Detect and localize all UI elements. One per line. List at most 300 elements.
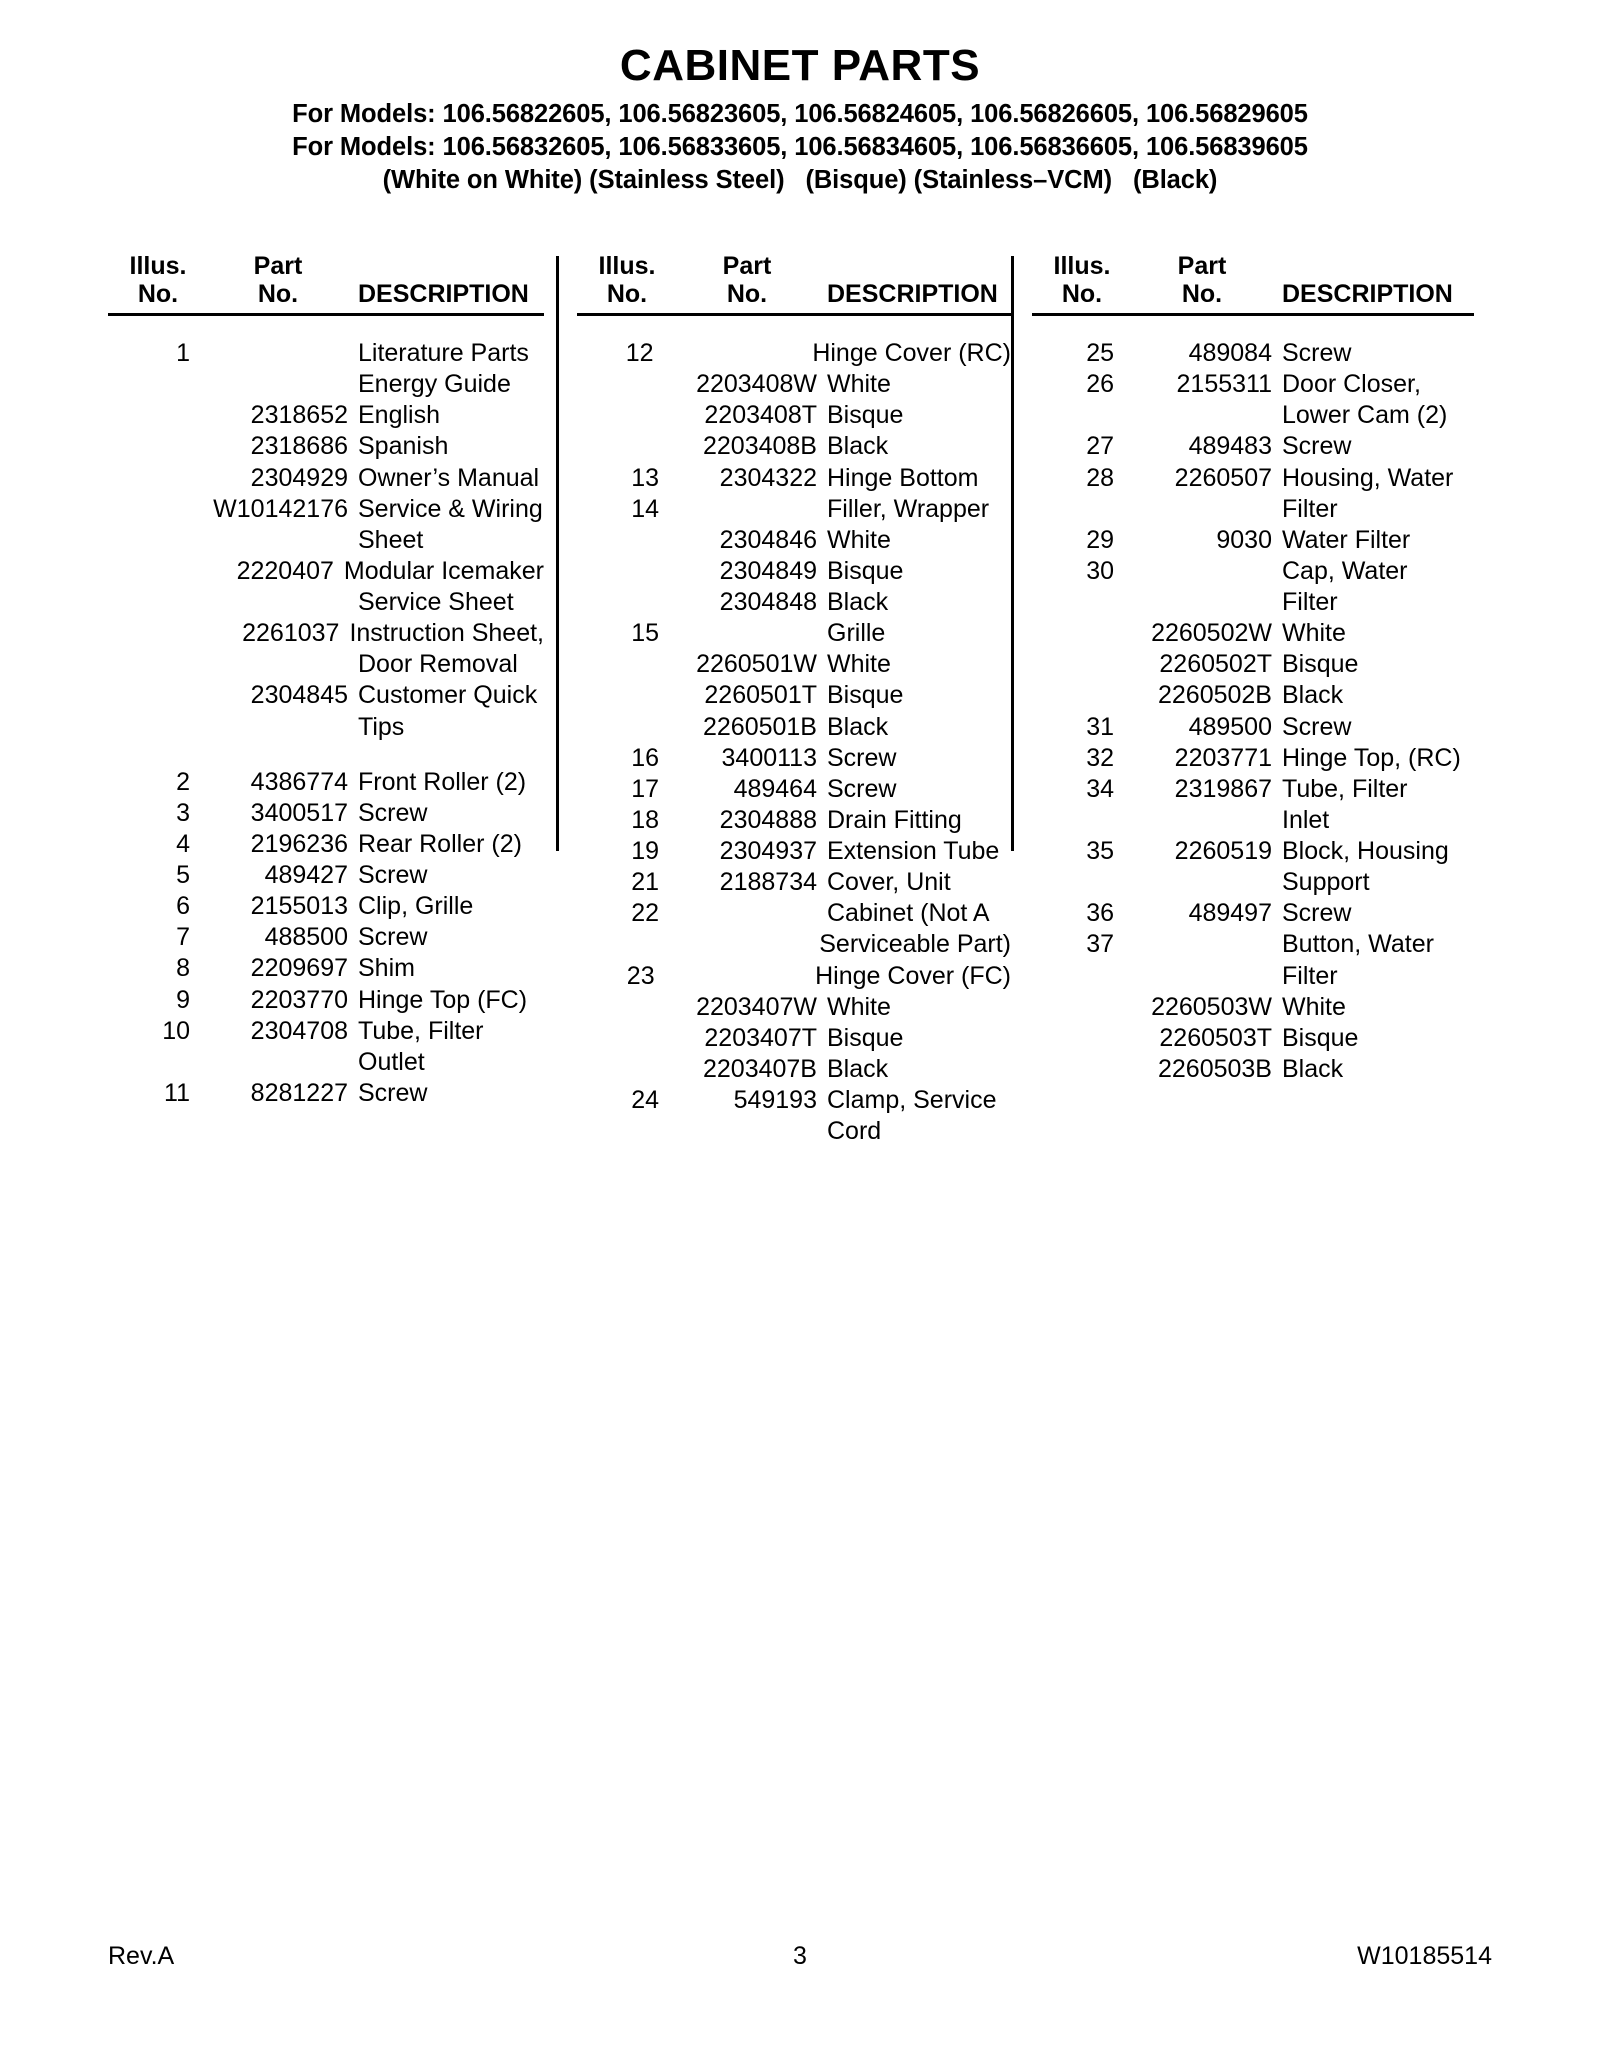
cell-illus-no: 32 bbox=[1086, 743, 1114, 772]
header-part-line2: No. bbox=[726, 280, 768, 308]
cell-part-no: 489464 bbox=[733, 774, 817, 803]
parts-rows-1 bbox=[108, 338, 544, 1109]
cell-part-no: 2260503W bbox=[1151, 992, 1272, 1021]
header-part-line2: No. bbox=[1181, 280, 1223, 308]
cell-part-no: 488500 bbox=[264, 923, 348, 952]
cell-part-no: 8281227 bbox=[250, 1078, 348, 1107]
cell-illus-no: 22 bbox=[631, 899, 659, 928]
table-row bbox=[577, 463, 1011, 494]
cell-description: White bbox=[827, 525, 891, 554]
cell-illus-no bbox=[577, 587, 677, 618]
table-row-spacer bbox=[108, 743, 544, 767]
cell-illus-no: 19 bbox=[631, 837, 659, 865]
table-row bbox=[577, 961, 1011, 992]
cell-illus-no: 29 bbox=[1086, 525, 1114, 554]
cell-description: Bisque bbox=[1282, 650, 1359, 679]
cell-part-no: 2304929 bbox=[250, 463, 348, 492]
cell-part-no bbox=[1132, 587, 1272, 618]
table-row bbox=[1032, 898, 1474, 929]
cell-description: Screw bbox=[358, 861, 428, 889]
cell-part-no: 2203407W bbox=[696, 992, 817, 1021]
cell-description: White bbox=[827, 650, 891, 679]
cell-illus-no: 23 bbox=[626, 961, 655, 990]
cell-illus-no: 15 bbox=[631, 619, 659, 648]
cell-part-no: 2209697 bbox=[250, 954, 348, 983]
cell-part-no: 2260502T bbox=[1159, 650, 1272, 679]
cell-description: Screw bbox=[1282, 432, 1352, 461]
cell-part-no bbox=[1132, 867, 1272, 898]
header-description: DESCRIPTION bbox=[827, 280, 998, 308]
page-title: CABINET PARTS bbox=[619, 41, 981, 90]
column-header-2 bbox=[577, 252, 1011, 316]
table-row bbox=[577, 400, 1011, 431]
table-row bbox=[1032, 618, 1474, 649]
cell-illus-no bbox=[108, 369, 208, 400]
table-row bbox=[1032, 338, 1474, 369]
finish-stainless-vcm: (Stainless–VCM) bbox=[913, 166, 1112, 195]
parts-column-2 bbox=[559, 252, 1011, 1147]
cell-description: White bbox=[827, 370, 891, 399]
cell-description: Filter bbox=[1282, 494, 1338, 523]
cell-illus-no bbox=[108, 556, 203, 587]
cell-part-no: 2318686 bbox=[250, 432, 348, 461]
cell-part-no: 2260519 bbox=[1174, 837, 1272, 865]
cell-description: Screw bbox=[1282, 339, 1352, 367]
cell-description: Hinge Bottom bbox=[827, 463, 979, 492]
cell-description: Serviceable Part) bbox=[819, 930, 1011, 959]
cell-description: White bbox=[1282, 619, 1346, 648]
cell-part-no bbox=[208, 369, 348, 400]
cell-illus-no bbox=[1032, 961, 1132, 992]
table-row bbox=[108, 587, 544, 618]
table-row bbox=[108, 338, 544, 369]
header-rule bbox=[577, 313, 1011, 316]
cell-illus-no bbox=[577, 680, 677, 711]
cell-description: Tube, Filter bbox=[358, 1016, 484, 1045]
cell-description: Black bbox=[827, 1054, 889, 1083]
cell-description: Hinge Cover (FC) bbox=[815, 961, 1011, 990]
table-row bbox=[1032, 961, 1474, 992]
cell-part-no: 3400113 bbox=[721, 743, 817, 772]
table-row bbox=[1032, 1023, 1474, 1054]
column-header-1 bbox=[108, 252, 544, 316]
cell-illus-no: 8 bbox=[176, 954, 190, 983]
table-row bbox=[577, 1023, 1011, 1054]
page-number: 3 bbox=[793, 1942, 807, 1970]
cell-part-no bbox=[208, 712, 348, 743]
cell-description: Hinge Top (FC) bbox=[358, 985, 528, 1014]
table-row bbox=[577, 494, 1011, 525]
cell-illus-no bbox=[108, 400, 208, 431]
document-header bbox=[0, 0, 1600, 195]
cell-part-no: 2188734 bbox=[719, 868, 817, 897]
cell-description: Extension Tube bbox=[827, 837, 1000, 865]
cell-part-no: W10142176 bbox=[213, 494, 348, 523]
cell-part-no bbox=[1132, 929, 1272, 960]
cell-part-no: 2220407 bbox=[236, 556, 334, 585]
header-part-line1: Part bbox=[253, 252, 303, 280]
table-row bbox=[108, 1016, 544, 1047]
cell-part-no bbox=[1132, 556, 1272, 587]
document-number: W10185514 bbox=[1357, 1942, 1492, 1970]
cell-illus-no: 12 bbox=[625, 339, 654, 367]
table-row bbox=[108, 618, 544, 649]
cell-illus-no bbox=[108, 431, 208, 462]
cell-illus-no: 4 bbox=[176, 829, 190, 858]
table-row bbox=[1032, 1054, 1474, 1085]
cell-description: Bisque bbox=[827, 556, 904, 585]
cell-description: Black bbox=[1282, 681, 1344, 710]
cell-illus-no bbox=[1032, 618, 1132, 649]
cell-part-no bbox=[672, 338, 803, 369]
table-row bbox=[577, 556, 1011, 587]
cell-description: Clip, Grille bbox=[358, 892, 474, 921]
cell-part-no: 2260501T bbox=[704, 681, 817, 710]
cell-part-no: 2155013 bbox=[250, 892, 348, 921]
cell-illus-no: 14 bbox=[631, 494, 659, 523]
header-part-line2: No. bbox=[257, 280, 299, 308]
cell-illus-no: 18 bbox=[631, 805, 659, 834]
cell-description: Screw bbox=[358, 923, 428, 952]
header-description: DESCRIPTION bbox=[358, 280, 529, 308]
cell-part-no: 2304849 bbox=[719, 556, 817, 585]
cell-part-no bbox=[208, 587, 348, 618]
cell-illus-no bbox=[1032, 494, 1132, 525]
cell-description: Drain Fitting bbox=[827, 805, 962, 834]
parts-column-1 bbox=[108, 252, 556, 1109]
cell-part-no: 2260502B bbox=[1157, 681, 1272, 710]
cell-description: Cabinet (Not A bbox=[827, 899, 990, 928]
table-row bbox=[577, 1054, 1011, 1085]
cell-illus-no bbox=[577, 556, 677, 587]
parts-rows-2 bbox=[577, 338, 1011, 1147]
finish-stainless-steel: (Stainless Steel) bbox=[589, 166, 785, 195]
table-row bbox=[108, 369, 544, 400]
cell-description: White bbox=[1282, 992, 1346, 1021]
cell-part-no: 2304322 bbox=[719, 463, 817, 492]
table-row bbox=[1032, 431, 1474, 462]
cell-illus-no bbox=[577, 712, 677, 743]
cell-part-no bbox=[1132, 961, 1272, 992]
table-row bbox=[1032, 400, 1474, 431]
cell-illus-no: 9 bbox=[176, 985, 190, 1014]
cell-illus-no: 21 bbox=[631, 868, 659, 897]
table-row bbox=[1032, 649, 1474, 680]
cell-part-no: 2260501B bbox=[702, 712, 817, 741]
cell-description: Cord bbox=[827, 1117, 882, 1146]
cell-illus-no bbox=[577, 1116, 677, 1147]
table-row bbox=[108, 829, 544, 860]
cell-description: Filter bbox=[1282, 588, 1338, 616]
table-row bbox=[108, 649, 544, 680]
cell-part-no: 2260503T bbox=[1159, 1023, 1272, 1052]
cell-description: Black bbox=[827, 588, 889, 616]
table-row bbox=[1032, 836, 1474, 867]
table-row bbox=[1032, 463, 1474, 494]
cell-illus-no bbox=[108, 587, 208, 618]
header-rule bbox=[108, 313, 544, 316]
cell-description: Grille bbox=[827, 619, 886, 648]
cell-part-no bbox=[677, 898, 817, 929]
cell-illus-no: 1 bbox=[176, 339, 190, 367]
header-description: DESCRIPTION bbox=[1282, 280, 1453, 308]
cell-description: Sheet bbox=[358, 525, 424, 554]
cell-description: Literature Parts bbox=[358, 339, 529, 367]
table-row bbox=[1032, 992, 1474, 1023]
cell-illus-no bbox=[1032, 400, 1132, 431]
cell-illus-no bbox=[577, 649, 677, 680]
cell-illus-no: 6 bbox=[176, 892, 190, 921]
cell-part-no: 489497 bbox=[1188, 899, 1272, 928]
cell-illus-no bbox=[1032, 1023, 1132, 1054]
table-row bbox=[577, 1085, 1011, 1116]
cell-illus-no bbox=[577, 1023, 677, 1054]
cell-illus-no: 16 bbox=[631, 743, 659, 772]
header-part-line1: Part bbox=[722, 252, 772, 280]
cell-part-no: 3400517 bbox=[250, 798, 348, 827]
table-row bbox=[577, 743, 1011, 774]
table-row bbox=[1032, 556, 1474, 587]
cell-description: Black bbox=[827, 712, 889, 741]
cell-part-no: 2304845 bbox=[250, 681, 348, 710]
header-illus-line1: Illus. bbox=[1053, 252, 1111, 280]
table-row bbox=[108, 400, 544, 431]
cell-part-no: 2203770 bbox=[250, 985, 348, 1014]
table-row bbox=[108, 860, 544, 891]
cell-part-no: 2203407B bbox=[702, 1054, 817, 1083]
cell-illus-no: 2 bbox=[176, 767, 190, 796]
table-row bbox=[108, 922, 544, 953]
cell-illus-no: 13 bbox=[631, 463, 659, 492]
cell-illus-no bbox=[108, 680, 208, 711]
cell-part-no: 2260507 bbox=[1174, 463, 1272, 492]
cell-part-no: 2304708 bbox=[250, 1016, 348, 1045]
cell-illus-no: 31 bbox=[1086, 712, 1114, 741]
table-row bbox=[108, 494, 544, 525]
cell-illus-no bbox=[108, 463, 208, 494]
cell-description: Spanish bbox=[358, 432, 449, 461]
cell-illus-no bbox=[577, 431, 677, 462]
cell-description: Button, Water bbox=[1282, 930, 1434, 959]
cell-part-no bbox=[208, 338, 348, 369]
cell-part-no: 2304937 bbox=[719, 837, 817, 865]
table-row bbox=[108, 767, 544, 798]
cell-illus-no: 35 bbox=[1086, 837, 1114, 865]
cell-description: Filler, Wrapper bbox=[827, 494, 990, 523]
cell-part-no: 2196236 bbox=[250, 829, 348, 858]
table-row bbox=[577, 836, 1011, 867]
table-row bbox=[1032, 867, 1474, 898]
cell-illus-no bbox=[1032, 1054, 1132, 1085]
cell-part-no: 2304848 bbox=[719, 588, 817, 616]
cell-description: Cap, Water bbox=[1282, 556, 1408, 585]
table-row bbox=[1032, 712, 1474, 743]
table-row bbox=[577, 618, 1011, 649]
cell-illus-no bbox=[577, 992, 677, 1023]
revision-label: Rev.A bbox=[108, 1942, 175, 1970]
cell-description: Modular Icemaker bbox=[343, 556, 544, 585]
cell-description: Housing, Water bbox=[1282, 463, 1454, 492]
header-illus-line1: Illus. bbox=[598, 252, 656, 280]
table-row bbox=[577, 898, 1011, 929]
cell-part-no bbox=[677, 1116, 817, 1147]
cell-part-no: 489483 bbox=[1188, 432, 1272, 461]
table-row bbox=[577, 867, 1011, 898]
table-row bbox=[108, 798, 544, 829]
table-row bbox=[108, 953, 544, 984]
cell-description: Lower Cam (2) bbox=[1282, 401, 1448, 430]
table-row bbox=[577, 431, 1011, 462]
table-row bbox=[577, 1116, 1011, 1147]
cell-illus-no: 36 bbox=[1086, 899, 1114, 928]
cell-description: Outlet bbox=[358, 1047, 425, 1076]
cell-part-no: 2304846 bbox=[719, 525, 817, 554]
cell-description: Hinge Top, (RC) bbox=[1282, 743, 1461, 772]
cell-description: Energy Guide bbox=[358, 370, 511, 399]
table-row bbox=[577, 525, 1011, 556]
table-row bbox=[108, 712, 544, 743]
cell-illus-no: 25 bbox=[1086, 339, 1114, 367]
table-row bbox=[108, 463, 544, 494]
cell-part-no bbox=[673, 961, 806, 992]
cell-part-no: 4386774 bbox=[250, 767, 348, 796]
cell-part-no: 489500 bbox=[1188, 712, 1272, 741]
table-row bbox=[1032, 494, 1474, 525]
cell-description: Bisque bbox=[827, 401, 904, 430]
table-row bbox=[108, 1047, 544, 1078]
header-rule bbox=[1032, 313, 1474, 316]
table-row bbox=[108, 985, 544, 1016]
table-row bbox=[108, 1078, 544, 1109]
cell-part-no: 2203771 bbox=[1174, 743, 1272, 772]
cell-illus-no bbox=[108, 712, 208, 743]
cell-description: Cover, Unit bbox=[827, 868, 951, 897]
cell-description: Clamp, Service bbox=[827, 1086, 997, 1114]
header-illus-line2: No. bbox=[606, 280, 648, 308]
column-header-3 bbox=[1032, 252, 1474, 316]
cell-description: Inlet bbox=[1282, 805, 1330, 834]
cell-description: Block, Housing bbox=[1282, 837, 1449, 865]
table-row bbox=[108, 431, 544, 462]
cell-illus-no bbox=[577, 400, 677, 431]
cell-part-no: 2203408W bbox=[696, 370, 817, 399]
cell-illus-no: 26 bbox=[1086, 370, 1114, 399]
cell-illus-no bbox=[1032, 587, 1132, 618]
cell-illus-no: 27 bbox=[1086, 432, 1114, 461]
cell-illus-no bbox=[577, 929, 674, 960]
cell-part-no bbox=[208, 649, 348, 680]
cell-illus-no: 30 bbox=[1086, 556, 1114, 585]
table-row bbox=[108, 680, 544, 711]
cell-description: Service & Wiring bbox=[358, 494, 543, 523]
cell-description: Black bbox=[827, 432, 889, 461]
cell-illus-no bbox=[577, 525, 677, 556]
cell-description: Front Roller (2) bbox=[358, 767, 527, 796]
cell-description: White bbox=[827, 992, 891, 1021]
cell-illus-no: 24 bbox=[631, 1086, 659, 1114]
cell-illus-no: 5 bbox=[176, 861, 190, 889]
cell-illus-no: 3 bbox=[176, 798, 190, 827]
table-row bbox=[577, 369, 1011, 400]
cell-description: Support bbox=[1282, 868, 1370, 897]
cell-illus-no bbox=[108, 649, 208, 680]
table-row bbox=[577, 680, 1011, 711]
model-list-line-1: For Models: 106.56822605, 106.56823605, 106.56824605, 106.56826605, 106.56829605 bbox=[292, 100, 1308, 128]
cell-description: Bisque bbox=[1282, 1023, 1359, 1052]
cell-illus-no bbox=[1032, 649, 1132, 680]
cell-description: Screw bbox=[358, 798, 428, 827]
cell-illus-no: 28 bbox=[1086, 463, 1114, 492]
cell-illus-no bbox=[577, 369, 677, 400]
parts-rows-3 bbox=[1032, 338, 1474, 1085]
table-row bbox=[1032, 805, 1474, 836]
cell-part-no: 2260502W bbox=[1151, 619, 1272, 648]
cell-part-no: 2203407T bbox=[704, 1023, 817, 1052]
cell-part-no: 2260503B bbox=[1157, 1054, 1272, 1083]
cell-illus-no bbox=[1032, 867, 1132, 898]
cell-description: Screw bbox=[358, 1078, 428, 1107]
cell-description: Customer Quick bbox=[358, 681, 538, 710]
cell-illus-no bbox=[1032, 992, 1132, 1023]
cell-part-no: 2261037 bbox=[242, 619, 340, 648]
header-illus-line2: No. bbox=[1061, 280, 1103, 308]
table-row bbox=[1032, 587, 1474, 618]
table-row bbox=[108, 556, 544, 587]
cell-part-no bbox=[1132, 494, 1272, 525]
cell-illus-no: 37 bbox=[1086, 930, 1114, 959]
cell-part-no bbox=[1132, 400, 1272, 431]
cell-part-no: 2318652 bbox=[250, 401, 348, 430]
cell-part-no: 549193 bbox=[733, 1086, 817, 1114]
table-row bbox=[1032, 369, 1474, 400]
cell-part-no bbox=[208, 525, 348, 556]
table-row bbox=[108, 525, 544, 556]
cell-part-no: 2155311 bbox=[1176, 370, 1272, 399]
cell-part-no: 2203408T bbox=[704, 401, 817, 430]
table-row bbox=[577, 587, 1011, 618]
table-row bbox=[577, 712, 1011, 743]
cell-description: Screw bbox=[827, 774, 897, 803]
table-row bbox=[1032, 525, 1474, 556]
document-footer bbox=[108, 1942, 1492, 1971]
cell-illus-no: 10 bbox=[162, 1016, 190, 1045]
cell-illus-no bbox=[108, 494, 208, 525]
finish-options-line bbox=[0, 166, 1600, 195]
cell-part-no bbox=[677, 494, 817, 525]
finish-white-on-white: (White on White) bbox=[382, 166, 583, 195]
cell-description: Screw bbox=[1282, 899, 1352, 928]
table-row bbox=[577, 805, 1011, 836]
table-row bbox=[577, 929, 1011, 960]
cell-illus-no bbox=[108, 525, 208, 556]
cell-part-no: 2319867 bbox=[1174, 774, 1272, 803]
finish-black: (Black) bbox=[1132, 166, 1218, 195]
header-illus-line1: Illus. bbox=[129, 252, 187, 280]
cell-illus-no: 34 bbox=[1086, 774, 1114, 803]
cell-illus-no bbox=[1032, 680, 1132, 711]
cell-description: Bisque bbox=[827, 1023, 904, 1052]
cell-description: Black bbox=[1282, 1054, 1344, 1083]
cell-part-no: 2260501W bbox=[696, 650, 817, 679]
table-row bbox=[577, 992, 1011, 1023]
cell-description: Water Filter bbox=[1282, 525, 1411, 554]
table-row bbox=[1032, 743, 1474, 774]
cell-illus-no bbox=[108, 1047, 208, 1078]
cell-description: Door Closer, bbox=[1282, 370, 1421, 399]
cell-part-no bbox=[208, 1047, 348, 1078]
table-row bbox=[1032, 929, 1474, 960]
cell-part-no bbox=[677, 618, 817, 649]
